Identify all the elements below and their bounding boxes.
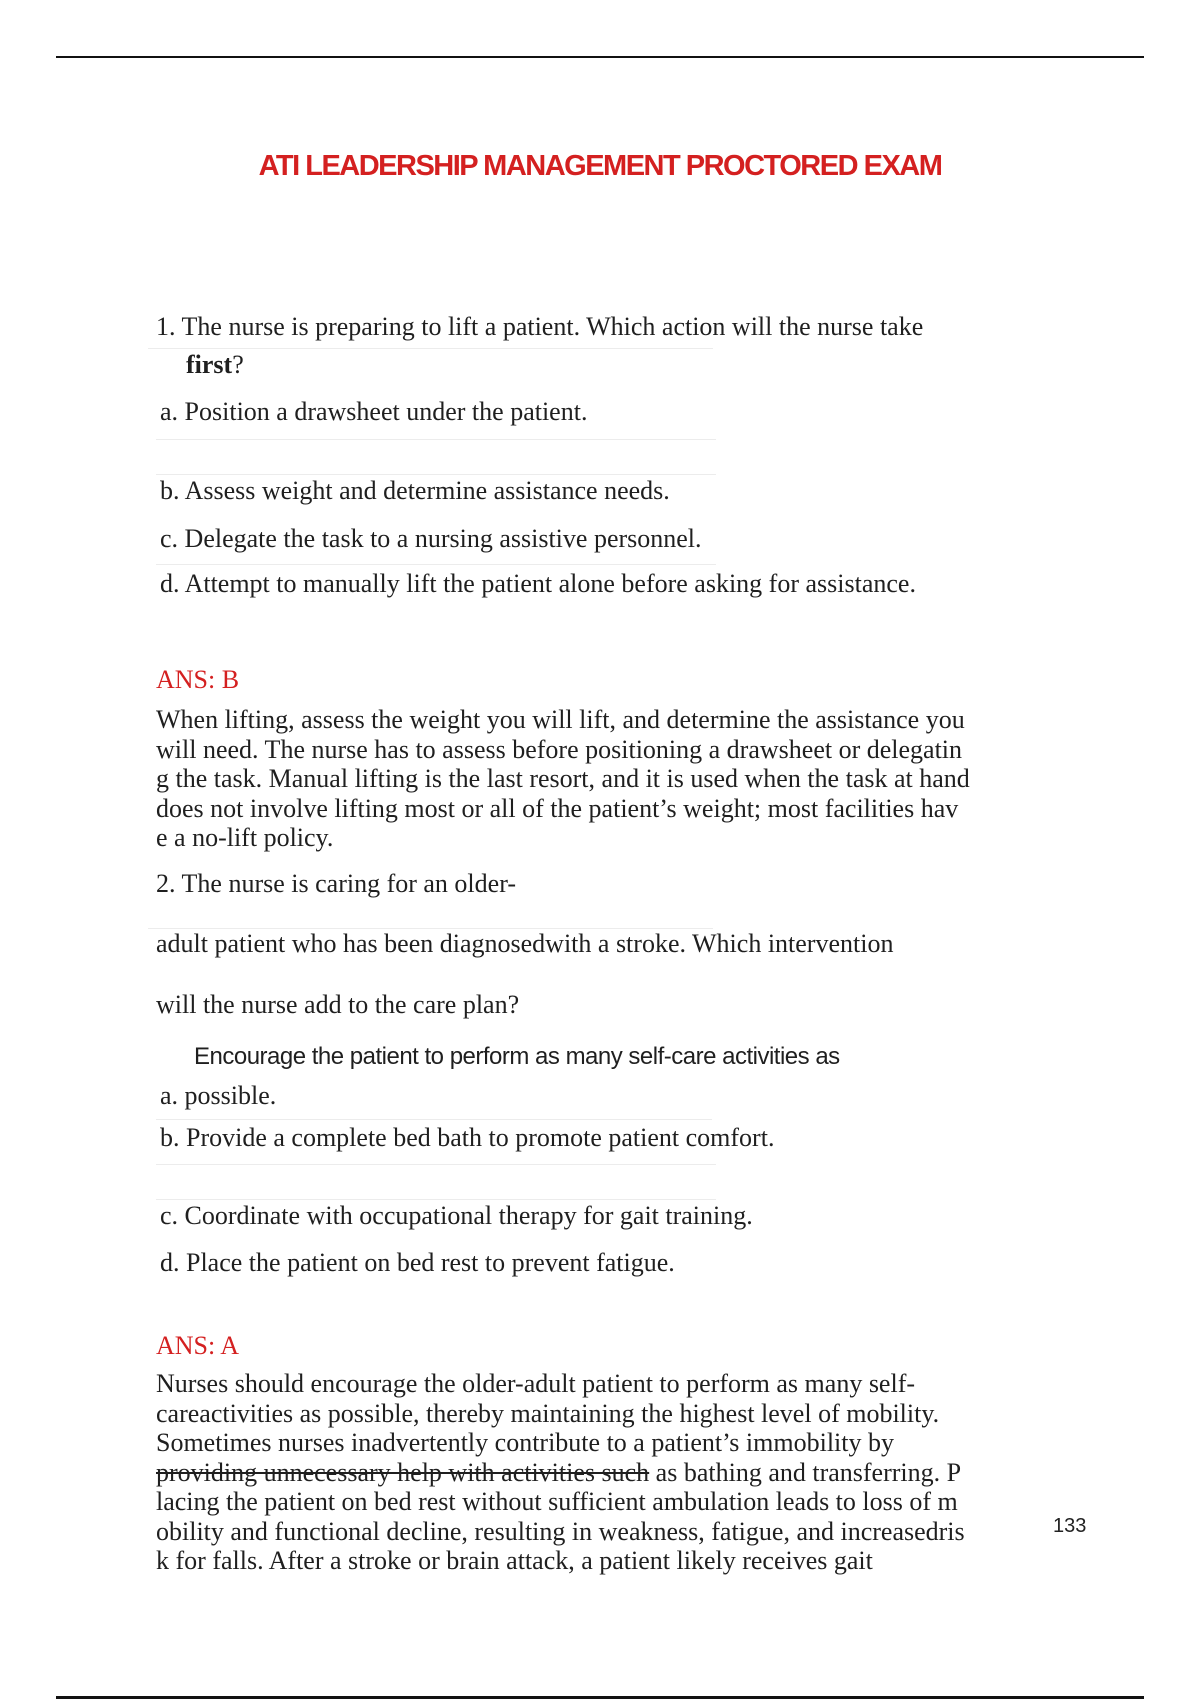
question-mark: ? [232, 350, 244, 379]
q2-option-a-text: Encourage the patient to perform as many self-care activities as [194, 1043, 840, 1070]
q2-rationale-line: lacing the patient on bed rest without sufficient ambulation leads to loss of m [156, 1487, 958, 1516]
q2-rationale-line: Sometimes nurses inadvertently contribute to a patient’s immobility by [156, 1428, 894, 1457]
q2-rationale-line-rest: as bathing and transferring. P [649, 1457, 962, 1487]
divider [156, 1199, 716, 1200]
divider [148, 348, 713, 349]
emphasis-first: first [186, 350, 233, 379]
q1-option-b: b. Assess weight and determine assistance needs. [160, 476, 670, 505]
q1-rationale [156, 705, 1036, 853]
q1-option-a: a. Position a drawsheet under the patient. [160, 397, 588, 426]
q1-option-c: c. Delegate the task to a nursing assistive personnel. [160, 524, 702, 553]
question-2-stem-cont: adult patient who has been diagnosedwith a stroke. Which intervention [156, 929, 894, 958]
divider [156, 564, 716, 565]
q2-rationale-line: Nurses should encourage the older-adult patient to perform as many self- [156, 1369, 916, 1398]
q1-rationale-line: When lifting, assess the weight you will lift, and determine the assistance you [156, 705, 965, 734]
bottom-rule [56, 1696, 1144, 1699]
q1-rationale-line: does not involve lifting most or all of the patient’s weight; most facilities hav [156, 793, 959, 823]
question-1-stem-cont [186, 350, 244, 380]
struck-text: providing unnecessary help with activities such [156, 1457, 650, 1487]
q1-rationale-line: g the task. Manual lifting is the last resort, and it is used when the task at hand [156, 764, 970, 793]
q1-answer: ANS: B [156, 665, 240, 694]
page-title: ATI LEADERSHIP MANAGEMENT PROCTORED EXAM [258, 150, 942, 182]
q2-option-a: a. possible. [160, 1081, 277, 1110]
question-1-stem: 1. The nurse is preparing to lift a patient. Which action will the nurse take [156, 312, 924, 341]
q1-rationale-line: will need. The nurse has to assess before positioning a drawsheet or delegatin [156, 734, 963, 764]
top-rule [56, 56, 1144, 58]
q2-rationale-line [156, 1458, 1036, 1488]
q2-rationale-line: careactivities as possible, thereby maintaining the highest level of mobility. [156, 1398, 940, 1428]
q2-option-c: c. Coordinate with occupational therapy for gait training. [160, 1201, 753, 1230]
q2-option-d: d. Place the patient on bed rest to prevent fatigue. [160, 1248, 675, 1277]
divider [156, 1164, 716, 1165]
q2-rationale [156, 1369, 1036, 1576]
q1-option-d: d. Attempt to manually lift the patient alone before asking for assistance. [160, 569, 916, 598]
q2-answer: ANS: A [156, 1331, 240, 1360]
q1-rationale-line: e a no-lift policy. [156, 823, 334, 852]
question-2-stem-end: will the nurse add to the care plan? [156, 990, 520, 1019]
q2-rationale-line: k for falls. After a stroke or brain attack, a patient likely receives gait [156, 1546, 873, 1575]
divider [156, 474, 716, 475]
page-number: 133 [1053, 1515, 1087, 1537]
divider [156, 439, 716, 440]
q2-option-b: b. Provide a complete bed bath to promote patient comfort. [160, 1123, 775, 1152]
q2-rationale-line: obility and functional decline, resulting in weakness, fatigue, and increasedris [156, 1516, 965, 1546]
question-2-stem: 2. The nurse is caring for an older- [156, 869, 516, 898]
divider [156, 1119, 712, 1120]
